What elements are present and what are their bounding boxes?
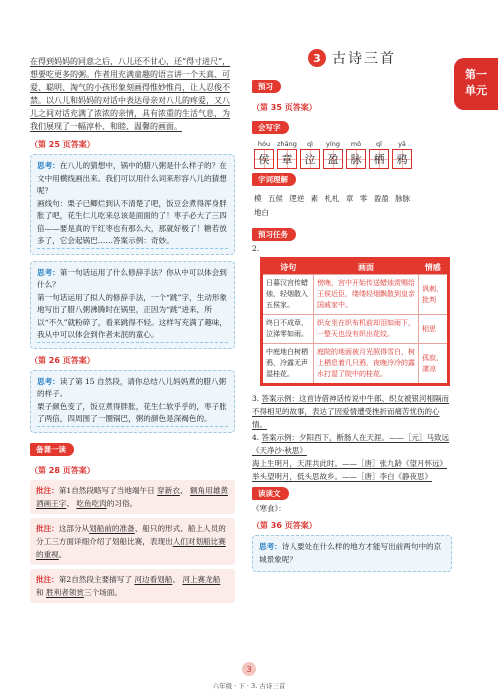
pinyin-row: hóu zhāng qì yíng mō qī yā xyxy=(257,140,406,148)
char-cell: 泣 xyxy=(300,149,320,169)
word-list: 模 五侯 逻逆 素 札札 章 零 盈盈 脉脉 地白 xyxy=(254,194,411,217)
fill-answer: 穿新衣 xyxy=(157,485,180,495)
page36-answer-heading: （第 36 页答案） xyxy=(252,521,317,530)
page35-answer-heading: （第 35 页答案） xyxy=(252,103,317,112)
left-column xyxy=(30,55,235,607)
unit-side-tab: 第一 单元 xyxy=(454,58,498,110)
section-ribbon: 备课一读 xyxy=(30,443,74,456)
char-cell: 鸦 xyxy=(392,149,412,169)
annotation-1: 批注：第1自然段略写了当地端午日 穿新衣、 额角用雄黄酒画王字、 吃鱼吃肉的习俗。 xyxy=(30,480,235,514)
answer-4: 4. 答案示例：夕阳西下，断肠人在天涯。——［元］马致远《天净沙·秋思》 海上生明月，天涯共此时。——［唐］张九龄《望月怀远》 举头望明月，低头思故乡。——［唐］李白《静夜思》 xyxy=(252,433,450,481)
fill-answer: 河边看划船 xyxy=(134,574,173,584)
emotion-cell: 讽刺、批判 xyxy=(419,275,449,315)
fill-answer: 额角用雄黄酒画王字 xyxy=(36,485,228,508)
page28-answer-heading: （第 28 页答案） xyxy=(30,465,95,475)
question-text: 在八儿的猜想中，锅中的腊八粥是什么样子的？在文中用横线画出来。我们可以用什么词来形容八儿的猜想呢？ xyxy=(37,161,227,195)
poem-line: 终日不成章，泣涕零如雨。 xyxy=(262,315,314,344)
answer-3: 3. 答案示例：这首诗借神话传说中牛郎、织女被银河相隔而不得相见的故事，表达了因爱情遭受挫折而痛苦忧伤的心情。 xyxy=(252,394,450,429)
scene-cell: 傍晚，宫中开始传送蜡烛赏赐给王侯近臣，缕缕轻烟飘散到皇亲国戚家中。 xyxy=(314,275,419,315)
answer-text: 画线句：栗子已鲫烂到认不清楚了吧，饭豆会煮得浑身胖胀了吧，花生仁儿吃来总该是面面的了！枣子必大了三四倍——要是真的干红枣也有那么大，那就好极了！糖若放多了，它会起锅巴……答案示例：奇妙。 xyxy=(37,198,228,249)
write-chars-ribbon: 会写字 xyxy=(252,121,289,134)
think-box-1 xyxy=(30,154,235,255)
fill-answer: 吃鱼吃肉 xyxy=(76,498,107,508)
question-text: 第一句话运用了什么修辞手法？你从中可以体会到什么？ xyxy=(37,267,227,289)
column-header: 画面 xyxy=(314,259,419,275)
page26-answer-heading: （第 26 页答案） xyxy=(30,355,95,365)
answer-text: 第一句话运用了拟人的修辞手法，一个“跳”字，生动形象地写出了腊八粥沸腾时在锅里，正因为“跳”进来，所以“不久”就粉碎了，看来跳得不轻。这样写充满了趣味，我从中可以体会到作者未泯的童心。 xyxy=(37,292,228,343)
question-text: 诗人要处在什么样的地方才能写出前两句中的京城景象呢？ xyxy=(259,542,442,564)
lesson-title-row xyxy=(252,48,452,68)
intro-paragraph: 在得到妈妈的同意之后，八儿还不甘心，还“得寸进尺”，想要吃更多的粥。作者用充满童趣的语言讲一个天真、可爱、聪明、淘气的小孩形象刻画得惟妙惟肖，让人忍俊不禁。以八儿和妈妈的对话中表达母亲对八儿的疼爱，又八儿之间对话充满了浓浓的亲情，具有浓重的生活气息，为我们展现了一幅淳朴、和睦、温馨的画面。 xyxy=(30,57,231,131)
lesson-number: 3 xyxy=(308,49,326,67)
column-header: 诗句 xyxy=(262,259,314,275)
task-number: 2. xyxy=(252,244,260,253)
think-label: 思考： xyxy=(37,267,60,277)
table-header-row xyxy=(262,259,449,275)
char-cell: 脉 xyxy=(346,149,366,169)
page-footer: 六年级 · 下 · 3. 古诗三首 xyxy=(212,682,286,690)
scene-cell: 织女坐在织布机前却泪如雨下，一整天也没有织出花纹。 xyxy=(314,315,419,344)
emotion-cell: 孤寂、凄凉 xyxy=(419,344,449,385)
char-cell: 侯 xyxy=(254,149,274,169)
right-column xyxy=(252,48,452,578)
page-number: 3 xyxy=(242,662,256,676)
think-label: 思考： xyxy=(37,161,60,170)
page25-answer-heading: （第 25 页答案） xyxy=(30,140,95,149)
emotion-cell: 相思 xyxy=(419,315,449,344)
annotation-label: 批注： xyxy=(36,523,59,533)
fill-answer: 人们对划船比赛的重视 xyxy=(36,536,226,559)
fill-answer: 河上赛龙船 xyxy=(182,574,221,584)
annotation-label: 批注： xyxy=(36,485,59,495)
answer-text: 栗子颜色变了，饭豆煮得胖胀，花生仁软乎乎的，枣子胀了两倍，四周围了一圈锅巴，粥的颜色是深褐色的。 xyxy=(37,401,228,427)
annotation-label: 批注： xyxy=(36,574,59,584)
table-row xyxy=(262,315,449,344)
char-cell: 栖 xyxy=(369,149,389,169)
think-label: 思考： xyxy=(37,376,60,386)
fill-answer: 胜利者领赏 xyxy=(46,587,84,597)
poem-line: 日暮汉宫传蜡烛，轻烟散入五侯家。 xyxy=(262,275,314,315)
think-box-3 xyxy=(30,370,235,433)
think-box-right xyxy=(252,535,452,572)
poem-table xyxy=(260,257,450,386)
question-text: 读了第 15 自然段，请你总结八儿妈妈煮的腊八粥的样子。 xyxy=(37,376,227,398)
table-row xyxy=(262,275,449,315)
poem-line: 中庭地白树栖鸦，冷露无声湿桂花。 xyxy=(262,344,314,385)
char-grid-row xyxy=(254,149,452,169)
char-cell: 章 xyxy=(277,149,297,169)
lesson-title: 古诗三首 xyxy=(332,51,396,67)
words-ribbon: 字词理解 xyxy=(252,173,296,186)
annotation-2: 批注：这部分从划船前的准备、船只的形式、船上人员的分工三方面详细介绍了划船比赛，表现出人们对划船比赛的重视。 xyxy=(30,518,235,565)
poem-name: 《寒食》： xyxy=(252,504,286,513)
think-box-2 xyxy=(30,261,235,349)
char-cell: 盈 xyxy=(323,149,343,169)
scene-cell: 庭院的地面被月光照得雪白，树上栖息着几只鸦，夜晚冷冷的露水打湿了院中的桂花。 xyxy=(314,344,419,385)
annotation-3: 批注：第2自然段主要描写了 河边看划船、 河上赛龙船 和 胜利者领赏三个场面。 xyxy=(30,569,235,603)
column-header: 情感 xyxy=(419,259,449,275)
think-label: 思考： xyxy=(259,542,282,551)
preview-ribbon: 预习 xyxy=(252,80,281,93)
task-ribbon: 预习任务 xyxy=(252,228,296,241)
fill-answer: 划船前的准备 xyxy=(89,523,135,533)
table-row xyxy=(262,344,449,385)
reading-ribbon: 读读文 xyxy=(252,487,289,500)
